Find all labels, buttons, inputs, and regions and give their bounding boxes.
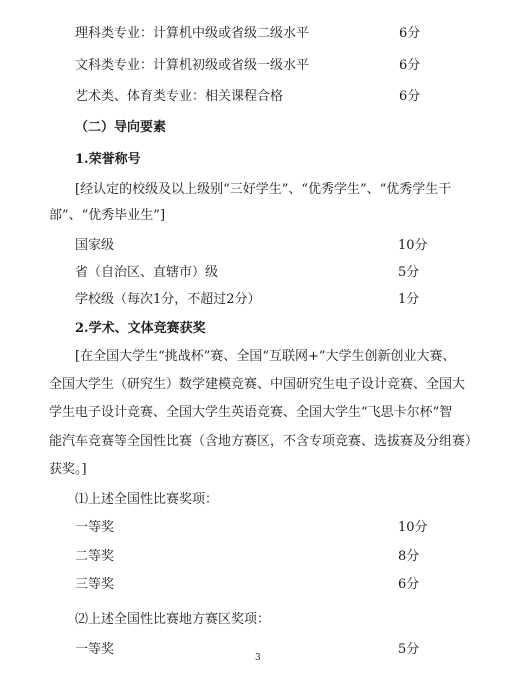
- award-row-label: 三等奖: [75, 577, 115, 592]
- award-row-score: 8分: [398, 549, 420, 564]
- competition-description: [在全国大学生“挑战杯”赛、全国“互联网+”大学生创新创业大赛、: [75, 349, 456, 364]
- award-row-label: 一等奖: [75, 520, 115, 535]
- award-row-score: 10分: [398, 520, 428, 535]
- competition-description: 学生电子设计竞赛、全国大学生英语竞赛、全国大学生“飞思卡尔杯”智: [49, 405, 453, 420]
- page-number: 3: [255, 653, 261, 663]
- award-row-score: 5分: [398, 642, 420, 657]
- award-row-label: 一等奖: [75, 642, 115, 657]
- honor-heading: 1.荣誉称号: [75, 152, 141, 167]
- row-score: 6分: [399, 89, 421, 104]
- award-row-label: 二等奖: [75, 549, 115, 564]
- competition-description: 获奖。]: [49, 462, 87, 477]
- section-heading: （二）导向要素: [75, 120, 167, 135]
- award-row-score: 6分: [398, 577, 420, 592]
- row-label: 文科类专业：计算机初级或省级一级水平: [75, 58, 310, 73]
- row-label: 理科类专业：计算机中级或省级二级水平: [75, 26, 310, 41]
- regional-awards-heading: ⑵上述全国性比赛地方赛区奖项：: [75, 612, 271, 627]
- honor-description: [经认定的校级及以上级别“三好学生”、“优秀学生”、“优秀学生干: [75, 182, 452, 197]
- row-label: 艺术类、体育类专业：相关课程合格: [75, 89, 284, 104]
- competition-description: 全国大学生（研究生）数学建模竞赛、中国研究生电子设计竞赛、全国大: [49, 377, 466, 392]
- honor-row-label: 国家级: [75, 238, 115, 253]
- honor-row-score: 5分: [398, 265, 420, 280]
- honor-row-label: 省（自治区、直辖市）级: [75, 265, 219, 280]
- competition-heading: 2.学术、文体竞赛获奖: [75, 321, 206, 336]
- honor-description: 部”、“优秀毕业生”]: [49, 208, 166, 223]
- honor-row-score: 1分: [398, 292, 420, 307]
- honor-row-score: 10分: [398, 238, 428, 253]
- row-score: 6分: [399, 58, 421, 73]
- row-score: 6分: [399, 26, 421, 41]
- competition-description: 能汽车竞赛等全国性比赛（含地方赛区，不含专项竞赛、选拔赛及分组赛）: [49, 434, 479, 449]
- national-awards-heading: ⑴上述全国性比赛奖项：: [75, 492, 219, 507]
- honor-row-label: 学校级（每次1分，不超过2分）: [75, 292, 261, 307]
